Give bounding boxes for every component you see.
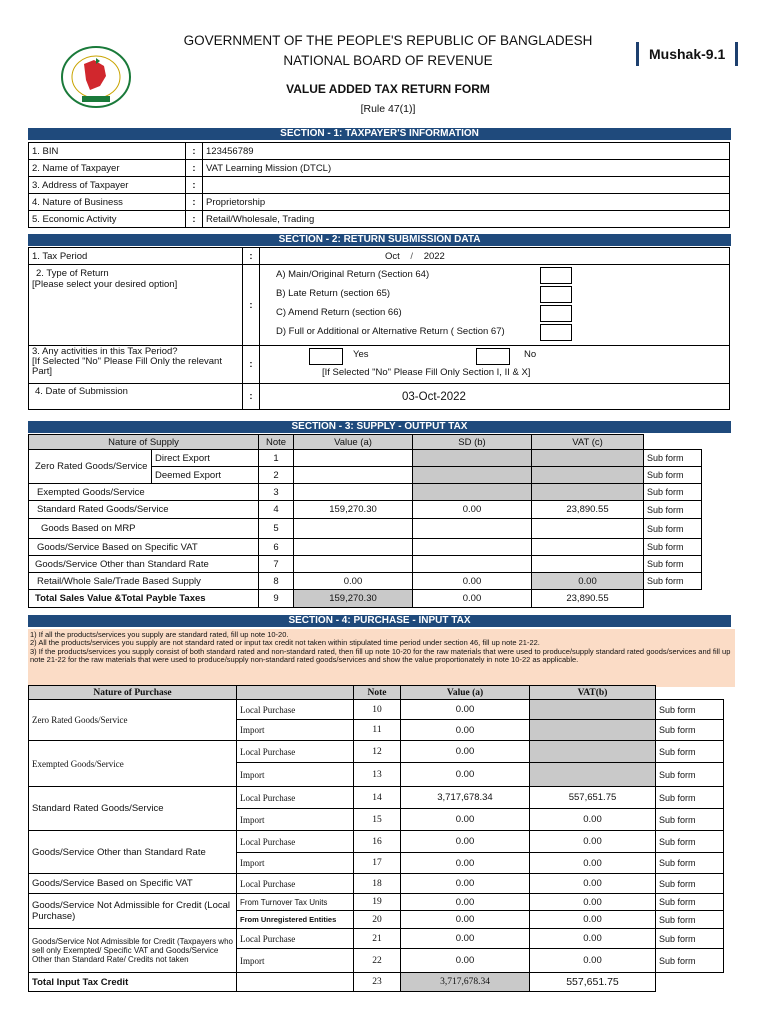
note-cell: 21 [354,929,401,949]
sub-form-link[interactable]: Sub form [656,809,724,831]
board-title: NATIONAL BOARD OF REVENUE [283,53,493,68]
sd-cell [413,484,532,501]
zero-rated-label: Zero Rated Goods/Service [29,450,152,484]
note-cell: 3 [259,484,294,501]
value-cell[interactable]: 0.00 [401,831,530,853]
value-cell[interactable] [294,539,413,556]
activities-yes-label: Yes [353,349,369,360]
section4-instructions [28,629,735,687]
value-cell[interactable]: 0.00 [401,700,530,720]
note-cell: 13 [354,763,401,787]
total-input-tax-label: Total Input Tax Credit [29,973,237,992]
purchase-group-label: Goods/Service Not Admissible for Credit (Local Purchase) [29,894,237,929]
return-submission-table: 1. Tax Period : Oct / 2022 2. Type of Return [Please select your desired option] : A) Main/Original Return (Section 64) B) Late Return (section 65) C) Amend Return (section 66) D) Full or Additional or Alternative Return ( Section 67) 3. Any activities in this Tax Period? [If Selected "No" Please Fill Only the relevant Part] : Yes No [If Selected "No" Please Fill Only Section I, II & X] 4. Date of Submission : 03-Oct-2022 [28,247,730,410]
vat-cell [532,484,644,501]
purchase-type: Local Purchase [237,741,354,763]
supply-row-label: Goods/Service Based on Specific VAT [29,539,259,556]
sd-cell [413,467,532,484]
total-vat-cell: 23,890.55 [532,590,644,608]
note-cell: 11 [354,720,401,741]
gov-title: GOVERNMENT OF THE PEOPLE'S REPUBLIC OF BANGLADESH [183,33,593,48]
return-type-label: 2. Type of Return [36,268,109,279]
note-cell: 20 [354,911,401,929]
purchase-group-label: Goods/Service Not Admissible for Credit (Taxpayers who sell only Exempted/ Specific VAT and Goods/Service Other than Standard Rate/ Credits not taken [29,929,237,973]
section1-title: SECTION - 1: TAXPAYER'S INFORMATION [28,128,731,140]
purchase-header-value: Value (a) [401,686,530,700]
purchase-type: From Turnover Tax Units [237,894,354,911]
note-cell: 10 [354,700,401,720]
activities-no-label: No [524,349,537,360]
sd-cell[interactable]: 0.00 [413,501,532,519]
taxpayer-name-label: 2. Name of Taxpayer [29,160,186,177]
total-sd-cell: 0.00 [413,590,532,608]
purchase-group-label: Goods/Service Other than Standard Rate [29,831,237,874]
vat-cell[interactable]: 0.00 [530,874,656,894]
business-nature-value[interactable]: Proprietorship [203,194,730,211]
purchase-type: Import [237,949,354,973]
nbr-logo [60,46,132,108]
section2-title: SECTION - 2: RETURN SUBMISSION DATA [28,234,731,246]
note-cell: 5 [259,519,294,539]
purchase-type: Local Purchase [237,874,354,894]
purchase-input-table [28,685,724,992]
sub-form-link[interactable]: Sub form [644,556,702,573]
sub-form-link[interactable]: Sub form [644,573,702,590]
value-cell[interactable]: 0.00 [401,741,530,763]
supply-header-nature: Nature of Supply [29,435,259,450]
total-value-cell: 159,270.30 [294,590,413,608]
value-cell[interactable]: 0.00 [401,853,530,874]
return-option-b: B) Late Return (section 65) [276,288,391,299]
address-value[interactable] [203,177,730,194]
note-cell: 8 [259,573,294,590]
vat-cell[interactable]: 0.00 [530,911,656,929]
return-type-hint: [Please select your desired option] [32,279,178,290]
activities-note: [If Selected "No" Please Fill Only Section I, II & X] [322,367,531,378]
sub-form-link[interactable]: Sub form [644,519,702,539]
note-cell: 22 [354,949,401,973]
sub-form-link[interactable]: Sub form [644,450,702,467]
sd-cell[interactable] [413,556,532,573]
sub-form-link[interactable]: Sub form [644,501,702,519]
activities-hint: [If Selected "No" Please Fill Only the relevant Part] [32,356,222,377]
return-option-d: D) Full or Additional or Alternative Return ( Section 67) [276,326,505,337]
note-cell: 19 [354,894,401,911]
value-cell[interactable]: 0.00 [401,949,530,973]
value-cell[interactable]: 0.00 [401,720,530,741]
supply-row-label: Exempted Goods/Service [29,484,259,501]
business-nature-label: 4. Nature of Business [29,194,186,211]
supply-header-sd: SD (b) [413,435,532,450]
purchase-group-label: Exempted Goods/Service [29,741,237,787]
sd-cell[interactable] [413,539,532,556]
activities-label: 3. Any activities in this Tax Period? [32,346,178,357]
sub-form-link[interactable]: Sub form [656,700,724,720]
supply-row-label: Standard Rated Goods/Service [29,501,259,519]
sub-form-link[interactable]: Sub form [644,539,702,556]
instruction-2: 2) All the products/services you supply are not standard rated or input tax credit not taken within stipulated time period under section 46, fill up note 21-22. [30,638,540,648]
sub-form-link[interactable]: Sub form [644,484,702,501]
sub-form-link[interactable]: Sub form [656,787,724,809]
purchase-type: Import [237,720,354,741]
submission-date-label: 4. Date of Submission [29,384,243,410]
economic-activity-value[interactable]: Retail/Wholesale, Trading [203,211,730,228]
sub-form-link[interactable]: Sub form [656,853,724,874]
sub-form-link[interactable]: Sub form [656,741,724,763]
sd-cell[interactable] [413,519,532,539]
submission-date-text: 03-Oct-2022 [402,390,466,403]
purchase-header-vat: VAT(b) [530,686,656,700]
purchase-type: From Unregistered Entities [237,911,354,929]
return-option-c: C) Amend Return (section 66) [276,307,402,318]
note-cell: 12 [354,741,401,763]
value-cell[interactable] [294,519,413,539]
purchase-type: Local Purchase [237,929,354,949]
note-cell: 17 [354,853,401,874]
vat-cell [532,467,644,484]
supply-header-value: Value (a) [294,435,413,450]
section3-title: SECTION - 3: SUPPLY - OUTPUT TAX [28,421,731,433]
value-cell[interactable]: 159,270.30 [294,501,413,519]
purchase-group-label: Goods/Service Based on Specific VAT [29,874,237,894]
vat-cell[interactable]: 0.00 [530,853,656,874]
sd-cell[interactable]: 0.00 [413,573,532,590]
bin-value[interactable]: 123456789 [203,143,730,160]
note-cell: 2 [259,467,294,484]
note-cell: 14 [354,787,401,809]
form-title: VALUE ADDED TAX RETURN FORM [286,82,490,96]
note-cell: 6 [259,539,294,556]
vat-cell [532,450,644,467]
vat-cell[interactable]: 0.00 [530,831,656,853]
sub-form-link[interactable]: Sub form [656,894,724,911]
value-cell[interactable] [294,467,413,484]
purchase-header-note: Note [354,686,401,700]
supply-row-label: Retail/Whole Sale/Trade Based Supply [29,573,259,590]
supply-header-note: Note [259,435,294,450]
economic-activity-label: 5. Economic Activity [29,211,186,228]
vat-cell[interactable]: 0.00 [530,949,656,973]
section4-title: SECTION - 4: PURCHASE - INPUT TAX [28,615,731,627]
direct-export-label: Direct Export [152,450,259,467]
vat-cell[interactable]: 0.00 [530,894,656,911]
vat-cell: 0.00 [532,573,644,590]
vat-cell [530,720,656,741]
address-label: 3. Address of Taxpayer [29,177,186,194]
taxpayer-info-table: 1. BIN : 123456789 2. Name of Taxpayer : VAT Learning Mission (DTCL) 3. Address of Taxpayer : 4. Nature of Business : Proprietorship 5. Economic Activity : Retail/Wholesale, Trading [28,142,730,228]
return-option-a: A) Main/Original Return (Section 64) [276,269,430,280]
return-option-a-checkbox[interactable] [540,267,572,284]
return-option-b-checkbox[interactable] [540,286,572,303]
purchase-type: Import [237,853,354,874]
vat-cell[interactable]: 0.00 [530,809,656,831]
vat-cell[interactable] [532,539,644,556]
sub-form-link[interactable]: Sub form [656,874,724,894]
tax-period-label: 1. Tax Period [29,248,243,265]
value-cell[interactable]: 0.00 [401,894,530,911]
activities-yes-checkbox[interactable] [309,348,343,365]
purchase-type: Import [237,763,354,787]
form-rule: [Rule 47(1)] [360,103,416,115]
form-code: Mushak-9.1 [636,42,738,66]
vat-cell[interactable]: 557,651.75 [530,787,656,809]
purchase-type: Local Purchase [237,831,354,853]
vat-cell [530,741,656,763]
value-cell[interactable]: 0.00 [401,911,530,929]
instruction-1: 1) If all the products/services you supply are standard rated, fill up note 10-20. [30,630,289,639]
supply-row-label: Goods/Service Other than Standard Rate [29,556,259,573]
value-cell[interactable]: 0.00 [401,763,530,787]
supply-header-vat: VAT (c) [532,435,644,450]
sub-form-link[interactable]: Sub form [644,467,702,484]
vat-cell[interactable] [532,556,644,573]
value-cell[interactable]: 0.00 [401,809,530,831]
submission-date-value[interactable] [260,384,730,410]
sub-form-link[interactable]: Sub form [656,911,724,929]
note-cell: 7 [259,556,294,573]
purchase-type: Import [237,809,354,831]
tax-period-month: Oct [385,250,400,262]
value-cell[interactable]: 0.00 [294,573,413,590]
purchase-type: Local Purchase [237,787,354,809]
purchase-header-nature: Nature of Purchase [29,686,237,700]
vat-cell [530,700,656,720]
supply-output-table [28,434,702,608]
activities-no-checkbox[interactable] [476,348,510,365]
note-cell: 16 [354,831,401,853]
sub-form-link[interactable]: Sub form [656,763,724,787]
return-option-d-checkbox[interactable] [540,324,572,341]
value-cell[interactable] [294,450,413,467]
note-cell: 23 [354,973,401,992]
taxpayer-name-value[interactable]: VAT Learning Mission (DTCL) [203,160,730,177]
note-cell: 1 [259,450,294,467]
vat-cell [530,763,656,787]
value-cell[interactable]: 0.00 [401,929,530,949]
note-cell: 15 [354,809,401,831]
value-cell[interactable] [294,484,413,501]
deemed-export-label: Deemed Export [152,467,259,484]
bin-label: 1. BIN [29,143,186,160]
note-cell: 4 [259,501,294,519]
note-cell: 9 [259,590,294,608]
purchase-group-label: Standard Rated Goods/Service [29,787,237,831]
vat-cell[interactable]: 0.00 [530,929,656,949]
note-cell: 18 [354,874,401,894]
value-cell[interactable] [294,556,413,573]
value-cell[interactable]: 3,717,678.34 [401,787,530,809]
tax-period-year: 2022 [423,250,445,262]
total-vat-cell: 557,651.75 [530,973,656,992]
vat-cell[interactable]: 23,890.55 [532,501,644,519]
total-sales-label: Total Sales Value &Total Payble Taxes [29,590,259,608]
sd-cell [413,450,532,467]
return-option-c-checkbox[interactable] [540,305,572,322]
sub-form-link[interactable]: Sub form [656,929,724,949]
tax-period-value[interactable]: Oct / 2022 [260,248,730,265]
sub-form-link[interactable]: Sub form [656,720,724,741]
purchase-type: Local Purchase [237,700,354,720]
total-value-cell: 3,717,678.34 [401,973,530,992]
sub-form-link[interactable]: Sub form [656,949,724,973]
vat-cell[interactable] [532,519,644,539]
value-cell[interactable]: 0.00 [401,874,530,894]
sub-form-link[interactable]: Sub form [656,831,724,853]
purchase-group-label: Zero Rated Goods/Service [29,700,237,741]
supply-row-label: Goods Based on MRP [29,519,259,539]
instruction-3: 3) If the products/services you supply consist of both standard rated and non-standard rated, then fill up note 10-20 for the raw materials that were used to produce/supply standard rated goods/services and fill up note 21-22 for the raw materials that were used to produce/supply non-standard rated goods/services and show the value proportionately in note 10-22 as applicable. [30,646,731,664]
